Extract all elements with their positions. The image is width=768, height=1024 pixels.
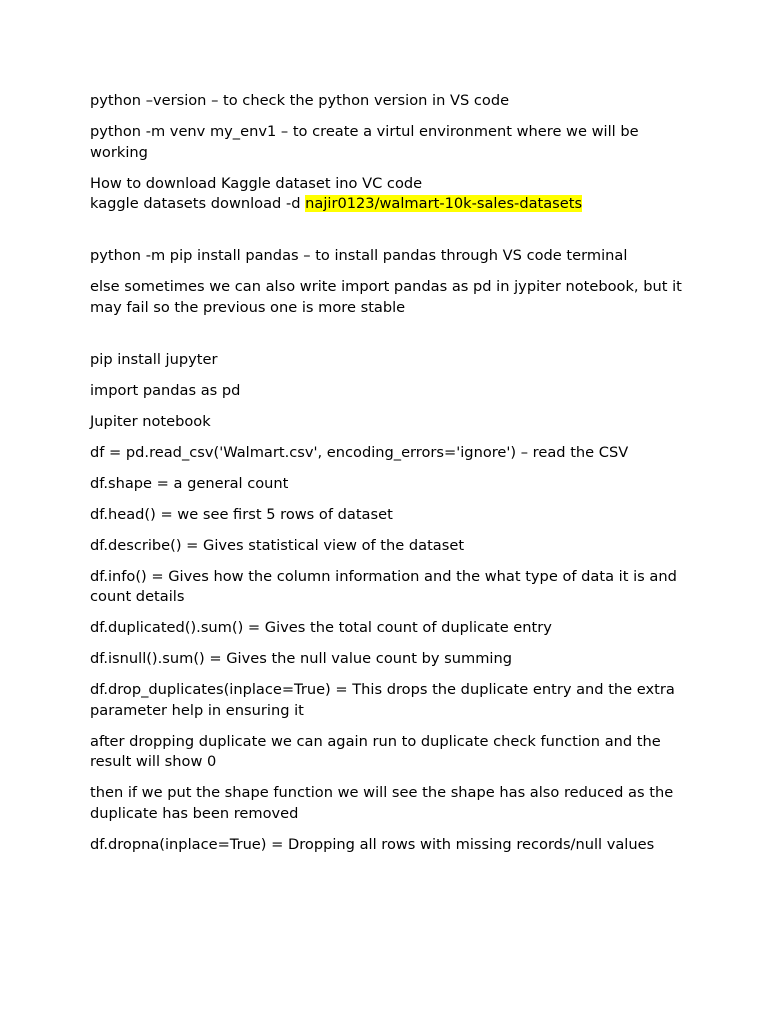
note-dropna: df.dropna(inplace=True) = Dropping all rows with missing records/null values — [90, 835, 655, 853]
note-df-info: df.info() = Gives how the column information and the what type of data it is and count details — [90, 567, 677, 605]
blank-line — [90, 225, 690, 246]
kaggle-heading-line: How to download Kaggle dataset ino VC code — [90, 174, 423, 192]
note-pip-install-pandas: python -m pip install pandas – to install pandas through VS code terminal — [90, 247, 628, 264]
kaggle-command-prefix: kaggle datasets download -d — [90, 195, 306, 212]
note-python-version: python –version – to check the python version in VS code — [90, 92, 510, 109]
note-drop-duplicates: df.drop_duplicates(inplace=True) = This drops the duplicate entry and the extra parameter help in ensuring it — [90, 681, 675, 719]
note-df-duplicated: df.duplicated().sum() = Gives the total count of duplicate entry — [90, 619, 552, 636]
note-pip-install-jupyter: pip install jupyter — [90, 350, 218, 368]
note-df-shape: df.shape = a general count — [90, 474, 289, 492]
blank-line — [90, 329, 690, 350]
note-kaggle-download — [90, 174, 690, 215]
note-df-isnull: df.isnull().sum() = Gives the null value count by summing — [90, 650, 512, 667]
note-import-pandas: import pandas as pd — [90, 381, 241, 399]
note-jupiter-notebook: Jupiter notebook — [90, 412, 211, 430]
kaggle-command-line — [90, 194, 690, 215]
document-body — [90, 91, 690, 866]
note-df-head: df.head() = we see first 5 rows of dataset — [90, 505, 393, 523]
kaggle-dataset-highlight: najir0123/walmart-10k-sales-datasets — [305, 195, 583, 212]
note-read-csv: df = pd.read_csv('Walmart.csv', encoding_errors='ignore') – read the CSV — [90, 443, 629, 461]
note-import-alternative: else sometimes we can also write import pandas as pd in jypiter notebook, but it may fail so the previous one is more stable — [90, 278, 682, 316]
note-df-describe: df.describe() = Gives statistical view of the dataset — [90, 536, 465, 554]
note-shape-reduced: then if we put the shape function we will see the shape has also reduced as the duplicate has been removed — [90, 784, 674, 822]
note-recheck-duplicates: after dropping duplicate we can again run to duplicate check function and the result will show 0 — [90, 732, 661, 770]
note-create-venv: python -m venv my_env1 – to create a virtul environment where we will be working — [90, 123, 639, 161]
